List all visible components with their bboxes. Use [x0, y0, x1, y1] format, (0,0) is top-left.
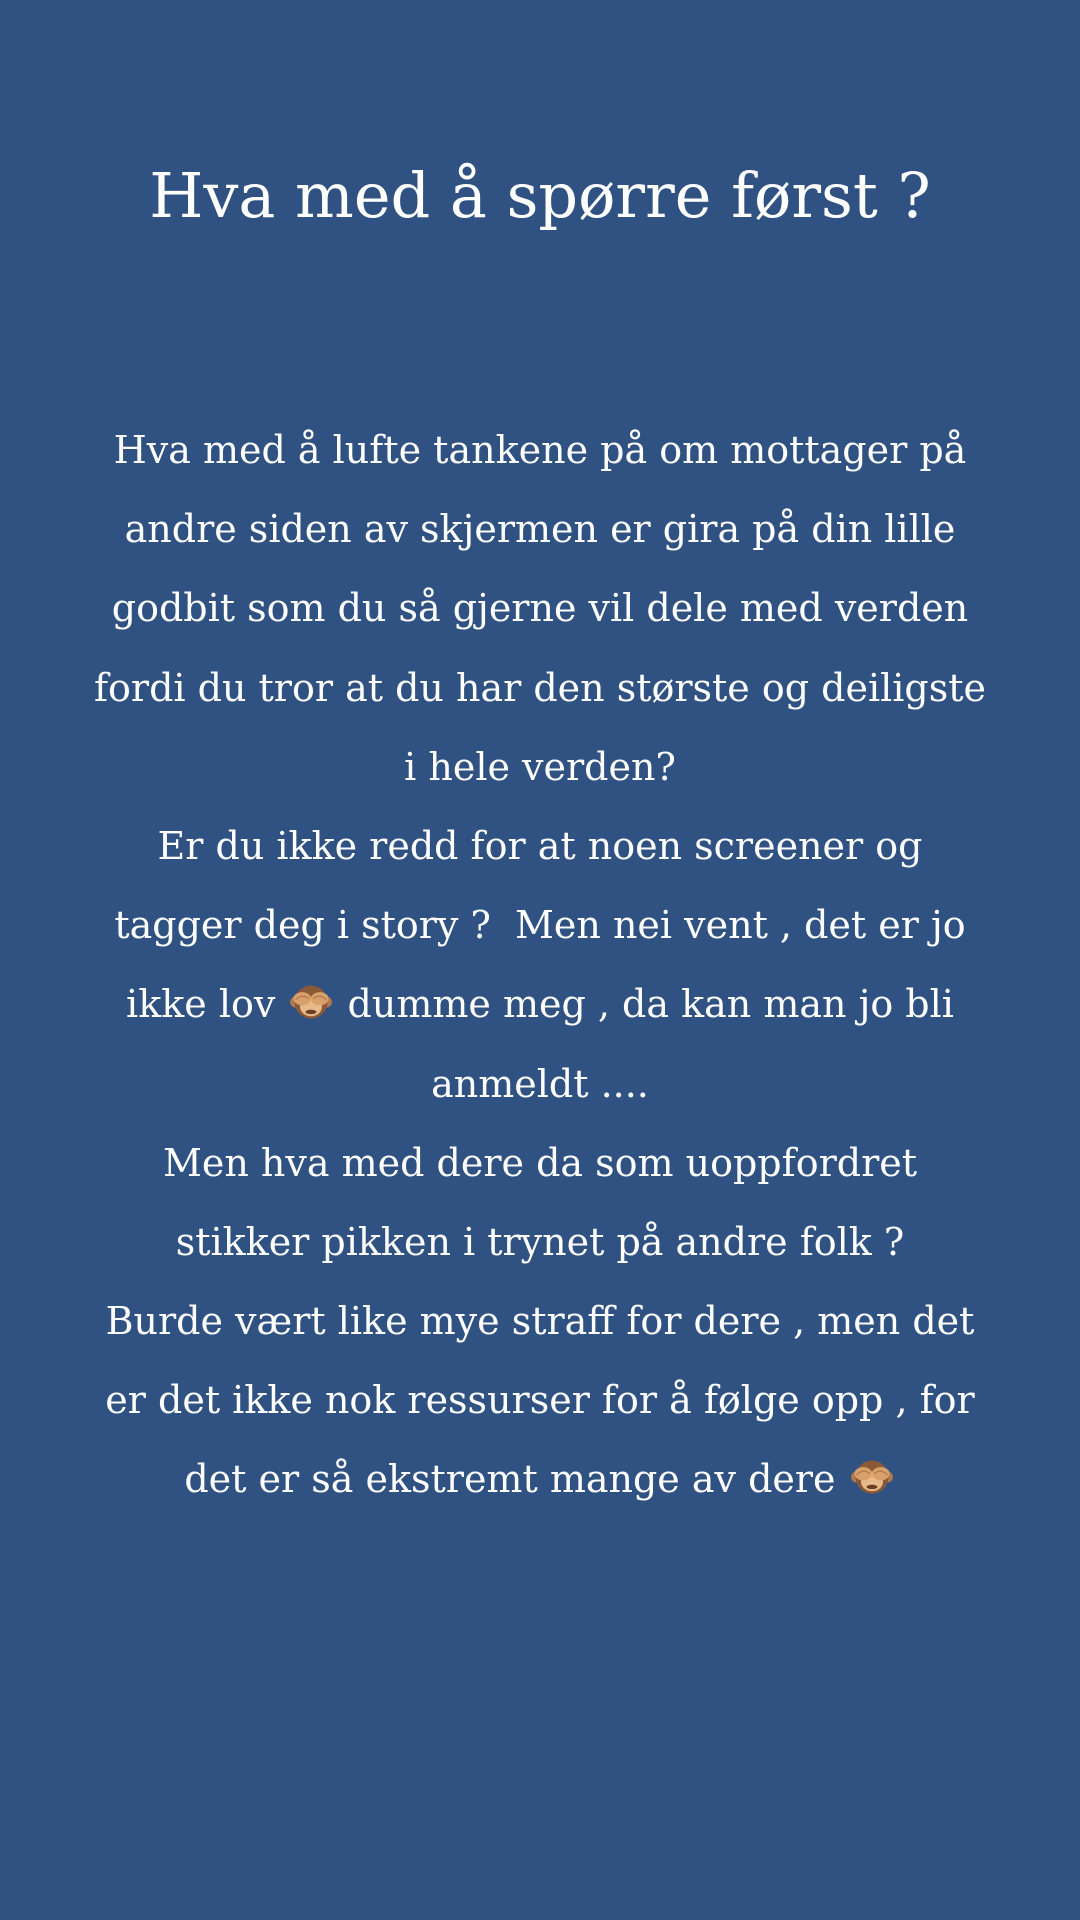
text-line: Men hva med dere da som uoppfordret — [162, 1140, 917, 1185]
story-body-text — [60, 411, 1020, 1520]
text-line: Er du ikke redd for at noen screener og — [157, 823, 923, 868]
text-line-with-emoji — [60, 965, 1020, 1044]
text-line: tagger deg i story ? Men nei vent , det er jo — [114, 903, 966, 948]
text-line: i hele verden? — [404, 744, 676, 789]
text-line: er det ikke nok ressurser for å følge opp , for — [105, 1378, 975, 1423]
see-no-evil-monkey-icon — [289, 980, 333, 1024]
text-line: stikker pikken i trynet på andre folk ? — [175, 1219, 905, 1264]
text-line: fordi du tror at du har den største og deiligste — [93, 665, 987, 710]
text-segment: det er så ekstremt mange av dere — [184, 1457, 836, 1502]
text-segment: ikke lov — [126, 982, 276, 1027]
text-line: godbit som du så gjerne vil dele med verden — [111, 586, 969, 631]
text-line: andre siden av skjermen er gira på din lille — [124, 507, 956, 552]
text-line: Burde vært like mye straff for dere , men det — [105, 1299, 975, 1344]
text-line-with-emoji — [60, 1440, 1020, 1519]
see-no-evil-monkey-icon — [850, 1455, 894, 1499]
text-line: anmeldt .... — [431, 1061, 649, 1106]
text-segment: dumme meg , da kan man jo bli — [347, 982, 954, 1027]
story-title: Hva med å spørre først ? — [149, 159, 931, 232]
text-line: Hva med å lufte tankene på om mottager på — [113, 428, 967, 472]
